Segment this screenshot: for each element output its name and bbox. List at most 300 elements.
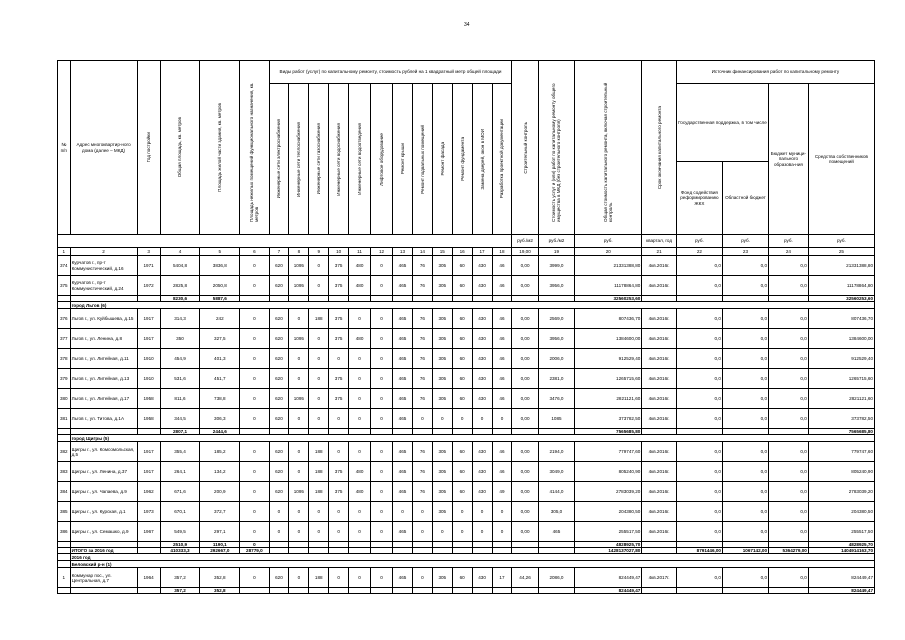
table-cell: 0,0 xyxy=(769,349,809,369)
table-cell: 76 xyxy=(412,309,432,329)
table-row xyxy=(58,389,875,409)
table-cell: 1085 xyxy=(538,409,575,429)
table-cell: 0 xyxy=(269,502,289,522)
table-cell: 297,1 xyxy=(200,522,240,542)
col-regional-header: Областной бюджет xyxy=(722,162,768,235)
table-cell: 0,0 xyxy=(722,502,768,522)
table-cell: 0,0 xyxy=(676,409,722,429)
table-cell: 1095 xyxy=(289,329,309,349)
table-cell: 1428137027,80 xyxy=(575,548,642,554)
table-cell: 0,0 xyxy=(769,568,809,588)
table-cell: 0 xyxy=(349,369,371,389)
table-cell: 379 xyxy=(58,369,71,389)
col-total-cost-header: Общая стоимость капитального ремонта, включая строительный контроль xyxy=(575,61,642,235)
table-cell: 376 xyxy=(58,309,71,329)
table-cell: 0 xyxy=(240,369,269,389)
table-cell: 4кв.2016г. xyxy=(642,329,677,349)
table-cell: 1404914163,70 xyxy=(808,548,874,554)
col-year-header: Год постройки xyxy=(137,61,160,235)
subtotal-row xyxy=(58,588,875,594)
column-number: 19,00 xyxy=(512,248,538,256)
table-cell: 375 xyxy=(329,309,349,329)
table-cell: 0 xyxy=(240,409,269,429)
table-cell: 0 xyxy=(452,522,472,542)
table-cell: 60 xyxy=(452,256,472,276)
table-cell: 620 xyxy=(269,369,289,389)
table-cell: 1910 xyxy=(137,369,160,389)
table-cell: 0,0 xyxy=(769,276,809,296)
table-cell: 0,0 xyxy=(769,369,809,389)
table-cell: 0,00 xyxy=(512,442,538,462)
col-total-area-header: Общая площадь, кв. метров xyxy=(160,61,200,235)
table-cell xyxy=(58,588,71,594)
table-cell: 0 xyxy=(472,502,492,522)
table-cell: 3836,8 xyxy=(200,256,240,276)
table-cell: 0 xyxy=(309,389,329,409)
table-cell: 60 xyxy=(452,482,472,502)
column-number: 23 xyxy=(722,248,768,256)
table-cell: 0 xyxy=(371,568,393,588)
table-cell xyxy=(722,588,768,594)
table-cell: 430 xyxy=(472,482,492,502)
table-cell: Щигры г., ул. Комсомольская, д.5 xyxy=(70,442,137,462)
unit-spacer xyxy=(58,235,512,248)
table-cell: 46 xyxy=(492,442,512,462)
table-cell: 0 xyxy=(371,369,393,389)
table-cell: 305 xyxy=(432,502,452,522)
col-municipal-header: Бюджет муници-пального образова-ния xyxy=(769,84,809,235)
table-cell: 1917 xyxy=(137,462,160,482)
table-cell: 4кв.2017г. xyxy=(642,568,677,588)
table-cell: 430 xyxy=(472,349,492,369)
table-cell: 352,8 xyxy=(200,568,240,588)
table-cell: 1095 xyxy=(289,256,309,276)
table-cell: 0 xyxy=(240,256,269,276)
table-cell: 11178864,80 xyxy=(575,276,642,296)
table-cell: 188 xyxy=(309,462,329,482)
table-cell: 620 xyxy=(269,442,289,462)
table-cell: 46 xyxy=(492,309,512,329)
table-cell: 0,0 xyxy=(676,309,722,329)
column-number: 1 xyxy=(58,248,71,256)
table-cell: 0,0 xyxy=(722,309,768,329)
table-cell: 4кв.2016г. xyxy=(642,462,677,482)
table-cell: 4кв.2016г. xyxy=(642,522,677,542)
table-cell: 0 xyxy=(289,442,309,462)
col-work-header: Инженерные сети электроснабжения xyxy=(269,84,289,235)
table-cell: 805240,90 xyxy=(808,462,874,482)
unit-cell: руб./м2 xyxy=(538,235,575,248)
table-cell: 465 xyxy=(393,568,413,588)
table-cell: 0 xyxy=(432,409,452,429)
table-cell: 430 xyxy=(472,329,492,349)
table-cell: 465 xyxy=(393,329,413,349)
table-cell: 1958 xyxy=(137,389,160,409)
table-cell: 255517,50 xyxy=(808,522,874,542)
table-cell: 807436,70 xyxy=(575,309,642,329)
table-cell: 185,2 xyxy=(200,442,240,462)
column-number: 2 xyxy=(70,248,137,256)
table-cell: 7565685,80 xyxy=(575,429,642,435)
unit-cell: руб. xyxy=(676,235,722,248)
table-cell: 2807,1 xyxy=(160,429,200,435)
table-cell: 357,2 xyxy=(160,588,200,594)
table-cell: 0,0 xyxy=(676,389,722,409)
table-cell: 188 xyxy=(309,442,329,462)
table-cell: 824449,47 xyxy=(575,568,642,588)
table-cell: 0 xyxy=(371,409,393,429)
table-cell: 375 xyxy=(329,256,349,276)
table-cell: 1095 xyxy=(289,276,309,296)
table-cell: 0 xyxy=(240,349,269,369)
col-work-header: Ремонт подвальных помещений xyxy=(412,84,432,235)
table-row xyxy=(58,409,875,429)
table-cell: 46 xyxy=(492,256,512,276)
table-cell: 375 xyxy=(329,462,349,482)
table-cell: 0,0 xyxy=(769,482,809,502)
column-number: 24 xyxy=(769,248,809,256)
table-cell: 0 xyxy=(371,462,393,482)
state-support-header: Государственная поддержка, в том числе xyxy=(676,84,768,162)
table-cell: 373782,50 xyxy=(808,409,874,429)
column-number: 9 xyxy=(309,248,329,256)
works-group-header: Виды работ (услуг) по капитальному ремонту, стоимость рублей на 1 квадратный метр общей площади xyxy=(269,61,512,84)
table-cell: 17 xyxy=(492,568,512,588)
table-cell: 1910 xyxy=(137,349,160,369)
column-number: 12 xyxy=(371,248,393,256)
table-cell: 0 xyxy=(309,329,329,349)
table-cell: 305,0 xyxy=(538,502,575,522)
table-cell: 1384600,00 xyxy=(575,329,642,349)
table-cell: 0 xyxy=(349,522,371,542)
column-number: 7 xyxy=(269,248,289,256)
table-cell xyxy=(432,588,452,594)
table-cell: 350 xyxy=(160,329,200,349)
table-cell: 32560253,60 xyxy=(575,296,642,302)
table-cell: 375 xyxy=(329,482,349,502)
table-cell: 5364279,00 xyxy=(769,548,809,554)
table-cell: 21331388,80 xyxy=(575,256,642,276)
table-cell: 912529,40 xyxy=(808,349,874,369)
table-cell: 0 xyxy=(452,409,472,429)
table-cell xyxy=(472,588,492,594)
table-cell: 2086,0 xyxy=(538,568,575,588)
table-cell: 0 xyxy=(393,502,413,522)
table-cell: Льгов г., ул. Литейная, д.13 xyxy=(70,369,137,389)
table-cell: 0 xyxy=(371,276,393,296)
table-cell: 76 xyxy=(412,329,432,349)
table-row xyxy=(58,276,875,296)
table-cell: 1095 xyxy=(289,482,309,502)
table-cell: 0 xyxy=(371,502,393,522)
table-cell: 384 xyxy=(58,482,71,502)
table-cell: 305 xyxy=(432,482,452,502)
group-label: Беловский р-н (1) xyxy=(70,561,874,568)
column-number: 4 xyxy=(160,248,200,256)
table-cell: 1095 xyxy=(289,389,309,409)
table-cell: 670,1 xyxy=(160,502,200,522)
table-cell: 1917 xyxy=(137,329,160,349)
table-cell: 1972 xyxy=(137,276,160,296)
table-cell: 0,0 xyxy=(676,256,722,276)
table-cell: 2444,6 xyxy=(200,429,240,435)
table-cell: 430 xyxy=(472,256,492,276)
table-cell xyxy=(329,588,349,594)
col-work-header: Ремонт фундамента xyxy=(452,84,472,235)
table-cell: 314,3 xyxy=(160,309,200,329)
table-cell: 3956,0 xyxy=(538,329,575,349)
table-cell: ИТОГО за 2016 год xyxy=(70,548,137,554)
group-label: город Льгов (6) xyxy=(70,302,874,309)
col-cost-m2-header: Стоимость услуг и (или) работ по капитальному ремонту общего имущества в МКД (без строительного контроля) xyxy=(538,61,575,235)
table-cell: 779747,60 xyxy=(808,442,874,462)
table-cell: 3999,0 xyxy=(538,256,575,276)
column-number: 20 xyxy=(575,248,642,256)
table-cell: 76 xyxy=(412,256,432,276)
table-cell: 134,2 xyxy=(200,462,240,482)
table-cell: Щигры г., ул. Чапаева, д.9 xyxy=(70,482,137,502)
table-cell: 465 xyxy=(393,522,413,542)
table-cell: 0,0 xyxy=(676,329,722,349)
table-cell: 0 xyxy=(472,522,492,542)
table-cell: 21331388,80 xyxy=(808,256,874,276)
table-cell: 46 xyxy=(492,462,512,482)
table-cell: 0 xyxy=(432,522,452,542)
table-cell: 0,0 xyxy=(769,522,809,542)
unit-cell: руб. xyxy=(575,235,642,248)
table-cell: 1190,1 xyxy=(200,542,240,548)
table-cell: 305 xyxy=(432,442,452,462)
table-cell: 0 xyxy=(240,502,269,522)
table-cell: 811,6 xyxy=(160,389,200,409)
table-cell: 0,00 xyxy=(512,482,538,502)
table-cell: 480 xyxy=(349,329,371,349)
table-cell: 0 xyxy=(240,389,269,409)
table-cell: 620 xyxy=(269,409,289,429)
table-row xyxy=(58,568,875,588)
table-cell: 465 xyxy=(393,349,413,369)
table-cell: 549,5 xyxy=(160,522,200,542)
table-cell: 49 xyxy=(492,482,512,502)
table-cell: 480 xyxy=(349,276,371,296)
col-work-header: Инженерные сети водоснабжения xyxy=(329,84,349,235)
table-cell: 0 xyxy=(371,442,393,462)
table-cell: 4кв.2016г. xyxy=(642,276,677,296)
table-cell: 46 xyxy=(492,349,512,369)
table-cell: 60 xyxy=(452,329,472,349)
table-cell xyxy=(393,588,413,594)
table-cell: 2783039,20 xyxy=(575,482,642,502)
table-cell: 0,00 xyxy=(512,329,538,349)
table-row xyxy=(58,462,875,482)
table-cell: 375 xyxy=(329,329,349,349)
table-cell xyxy=(240,588,269,594)
table-cell: 4кв.2016г. xyxy=(642,409,677,429)
table-cell: 0,0 xyxy=(676,276,722,296)
table-cell xyxy=(269,588,289,594)
table-cell xyxy=(137,588,160,594)
col-deadline-header: Срок окончания капитального ремонта xyxy=(642,61,677,235)
table-cell: 0,0 xyxy=(722,568,768,588)
col-work-header: Ремонт крыши xyxy=(393,84,413,235)
table-cell: 0 xyxy=(329,442,349,462)
col-work-header: Инженерные сети водоотведения xyxy=(349,84,371,235)
table-cell: 0 xyxy=(289,522,309,542)
table-cell: 2821121,60 xyxy=(575,389,642,409)
table-cell: 4кв.2016г. xyxy=(642,502,677,522)
table-cell: 305 xyxy=(432,329,452,349)
table-cell: 430 xyxy=(472,276,492,296)
column-number: 10 xyxy=(329,248,349,256)
table-cell: 0 xyxy=(492,502,512,522)
table-cell: 912529,40 xyxy=(575,349,642,369)
table-cell xyxy=(769,588,809,594)
table-cell: 0 xyxy=(289,409,309,429)
table-cell: 0,0 xyxy=(769,309,809,329)
table-cell: 0 xyxy=(412,409,432,429)
table-cell: 465 xyxy=(393,256,413,276)
capital-repair-table xyxy=(57,60,875,594)
table-cell: 0 xyxy=(240,482,269,502)
table-cell: 8230,6 xyxy=(160,296,200,302)
table-cell: 0 xyxy=(329,502,349,522)
table-cell: 0,00 xyxy=(512,389,538,409)
table-cell: 451,7 xyxy=(200,369,240,389)
table-cell: 306,3 xyxy=(200,409,240,429)
table-cell: 0,0 xyxy=(676,502,722,522)
table-cell: 465 xyxy=(393,409,413,429)
table-cell: 357,2 xyxy=(160,568,200,588)
table-cell: 11178864,80 xyxy=(808,276,874,296)
table-cell: 0,0 xyxy=(722,462,768,482)
table-cell: 430 xyxy=(472,389,492,409)
table-cell xyxy=(512,588,538,594)
table-cell: 0,0 xyxy=(722,276,768,296)
table-cell: 430 xyxy=(472,462,492,482)
table-cell: 0,0 xyxy=(769,462,809,482)
table-cell: 0,00 xyxy=(512,409,538,429)
table-cell: 0,0 xyxy=(676,369,722,389)
table-cell: 28779,0 xyxy=(240,548,269,554)
table-cell: 0 xyxy=(349,409,371,429)
table-cell: 1067142,00 xyxy=(722,548,768,554)
table-cell: 0 xyxy=(309,369,329,389)
table-cell: 46 xyxy=(492,389,512,409)
table-cell: 824449,47 xyxy=(808,568,874,588)
table-cell: 305 xyxy=(432,462,452,482)
table-cell: 0 xyxy=(309,502,329,522)
table-cell: 430 xyxy=(472,442,492,462)
table-cell: Коммунар пос., ул. Центральная, д.7 xyxy=(70,568,137,588)
table-cell: 0 xyxy=(412,568,432,588)
table-cell: 0 xyxy=(309,276,329,296)
table-cell: 46 xyxy=(492,276,512,296)
col-work-header: Замена дверей, окон в МОИ xyxy=(472,84,492,235)
table-cell: 0 xyxy=(371,349,393,369)
table-row xyxy=(58,502,875,522)
table-cell: 344,5 xyxy=(160,409,200,429)
table-cell: 305 xyxy=(432,389,452,409)
table-cell: 4кв.2016г. xyxy=(642,309,677,329)
table-cell xyxy=(642,588,677,594)
table-cell: 1384600,00 xyxy=(808,329,874,349)
table-cell: 32560253,60 xyxy=(808,296,874,302)
table-cell: 386 xyxy=(58,522,71,542)
table-cell: 430 xyxy=(472,568,492,588)
table-cell xyxy=(349,588,371,594)
table-cell: 671,6 xyxy=(160,482,200,502)
table-cell: 620 xyxy=(269,482,289,502)
table-cell: 0,0 xyxy=(676,482,722,502)
table-cell: 372,7 xyxy=(200,502,240,522)
table-cell: Щигры г., ул. Курская, д.1 xyxy=(70,502,137,522)
table-cell: 1958 xyxy=(137,409,160,429)
table-cell: 0 xyxy=(371,522,393,542)
table-row xyxy=(58,369,875,389)
column-number: 17 xyxy=(472,248,492,256)
table-cell xyxy=(412,588,432,594)
table-cell: 0,0 xyxy=(676,442,722,462)
table-cell: 188 xyxy=(309,309,329,329)
table-cell: 264,1 xyxy=(160,462,200,482)
table-cell: 0 xyxy=(309,522,329,542)
col-nonliving-area-header: Площадь нежилых помещений функционального назначения, кв. метров xyxy=(240,61,269,235)
table-cell: 1962 xyxy=(137,482,160,502)
table-cell: 305 xyxy=(432,276,452,296)
table-cell: 2569,0 xyxy=(538,309,575,329)
table-cell: 0,0 xyxy=(769,389,809,409)
table-cell xyxy=(538,588,575,594)
table-cell: 0 xyxy=(492,409,512,429)
table-cell: 0,0 xyxy=(676,349,722,369)
column-number: 5 xyxy=(200,248,240,256)
table-cell: 0 xyxy=(349,389,371,409)
page-number: 34 xyxy=(464,22,470,28)
table-cell: 76 xyxy=(412,462,432,482)
table-cell: 620 xyxy=(269,329,289,349)
group-header-row xyxy=(58,561,875,568)
table-cell: 430 xyxy=(472,309,492,329)
col-control-header: Строительный контроль xyxy=(512,61,538,235)
table-cell: 382 xyxy=(58,442,71,462)
table-cell: 292667,0 xyxy=(200,548,240,554)
table-cell: 0,0 xyxy=(722,329,768,349)
table-cell: 0 xyxy=(349,442,371,462)
table-cell: 465 xyxy=(393,309,413,329)
table-cell: 188 xyxy=(309,482,329,502)
group-header-row xyxy=(58,435,875,442)
table-cell: 0,0 xyxy=(676,462,722,482)
table-cell: 305 xyxy=(432,568,452,588)
table-cell: 0,0 xyxy=(722,482,768,502)
table-cell: 0,0 xyxy=(722,349,768,369)
table-row xyxy=(58,329,875,349)
table-cell: 4кв.2016г. xyxy=(642,482,677,502)
table-cell: 5887,6 xyxy=(200,296,240,302)
table-cell: 0 xyxy=(240,276,269,296)
table-row xyxy=(58,309,875,329)
table-cell: 380 xyxy=(58,389,71,409)
table-cell: 620 xyxy=(269,276,289,296)
table-cell: Щигры г., ул. Ленина, д.37 xyxy=(70,462,137,482)
column-number: 19 xyxy=(538,248,575,256)
table-cell: 0,0 xyxy=(722,409,768,429)
unit-cell: руб. xyxy=(808,235,874,248)
table-cell: 824449,47 xyxy=(575,588,642,594)
table-cell: 0 xyxy=(289,309,309,329)
table-cell: 531,6 xyxy=(160,369,200,389)
column-number: 18 xyxy=(492,248,512,256)
